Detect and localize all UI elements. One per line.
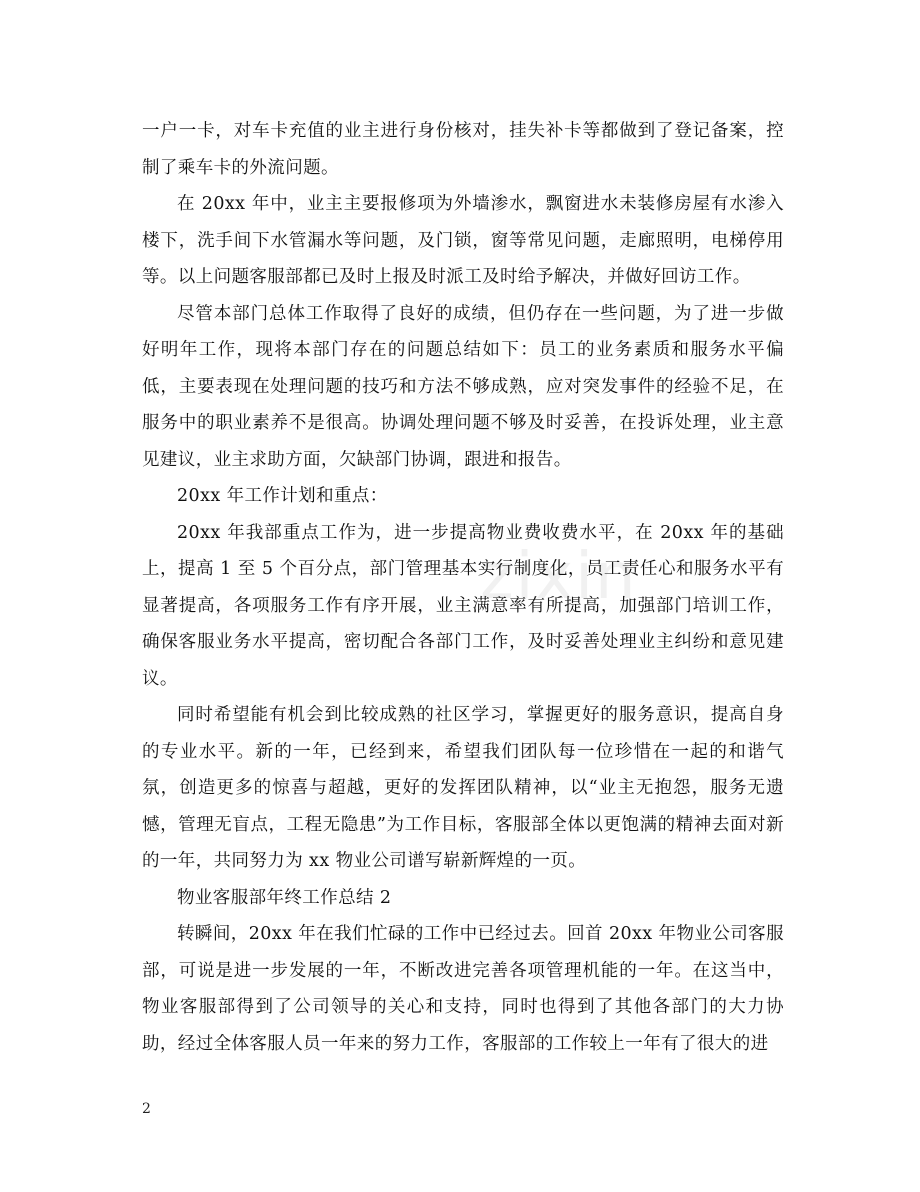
- watermark: zixin: [480, 540, 638, 614]
- paragraph-8: 转瞬间，20xx 年在我们忙碌的工作中已经过去。回首 20xx 年物业公司客服部，可说是进一步发展的一年，不断改进完善各项管理机能的一年。在这当中，物业客服部得到了公司领导的关心和支持，同时也得到了其他各部门的大力协助，经过全体客服人员一年来的努力工作，客服部的工作较上一年有了很大的进: [142, 924, 784, 1054]
- page-number: 2: [142, 1101, 151, 1117]
- section-heading-summary-2: 物业客服部年终工作总结 2: [177, 887, 392, 908]
- paragraph-6: 同时希望能有机会到比较成熟的社区学习，掌握更好的服务意识，提高自身的专业水平。新的一年，已经到来，希望我们团队每一位珍惜在一起的和谐气氛，创造更多的惊喜与超越，更好的发挥团队精神，以“业主无抱怨，服务无遗憾，管理无盲点，工程无隐患”为工作目标，客服部全体以更饱满的精神去面对新的一年，共同努力为 xx 物业公司谱写崭新辉煌的一页。: [142, 705, 784, 871]
- paragraph-5: 20xx 年我部重点工作为，进一步提高物业费收费水平，在 20xx 年的基础上，提高 1 至 5 个百分点，部门管理基本实行制度化，员工责任心和服务水平有显著提高，各项服务工作有序开展，业主满意率有所提高，加强部门培训工作，确保客服业务水平提高，密切配合各部门工作，及时妥善处理业主纠纷和意见建议。: [142, 522, 784, 689]
- paragraph-3: 尽管本部门总体工作取得了良好的成绩，但仍存在一些问题，为了进一步做好明年工作，现将本部门存在的问题总结如下：员工的业务素质和服务水平偏低，主要表现在处理问题的技巧和方法不够成熟，应对突发事件的经验不足，在服务中的职业素养不是很高。协调处理问题不够及时妥善，在投诉处理，业主意见建议，业主求助方面，欠缺部门协调，跟进和报告。: [142, 303, 784, 470]
- paragraph-2: 在 20xx 年中，业主主要报修项为外墙渗水，飘窗进水未装修房屋有水渗入楼下，洗手间下水管漏水等问题，及门锁，窗等常见问题，走廊照明，电梯停用等。以上问题客服部都已及时上报及时派工及时给予解决，并做好回访工作。: [142, 194, 784, 287]
- paragraph-1: 一户一卡，对车卡充值的业主进行身份核对，挂失补卡等都做到了登记备案，控制了乘车卡的外流问题。: [142, 121, 784, 178]
- section-heading-plan: 20xx 年工作计划和重点：: [177, 486, 388, 506]
- document-body: [142, 113, 784, 1062]
